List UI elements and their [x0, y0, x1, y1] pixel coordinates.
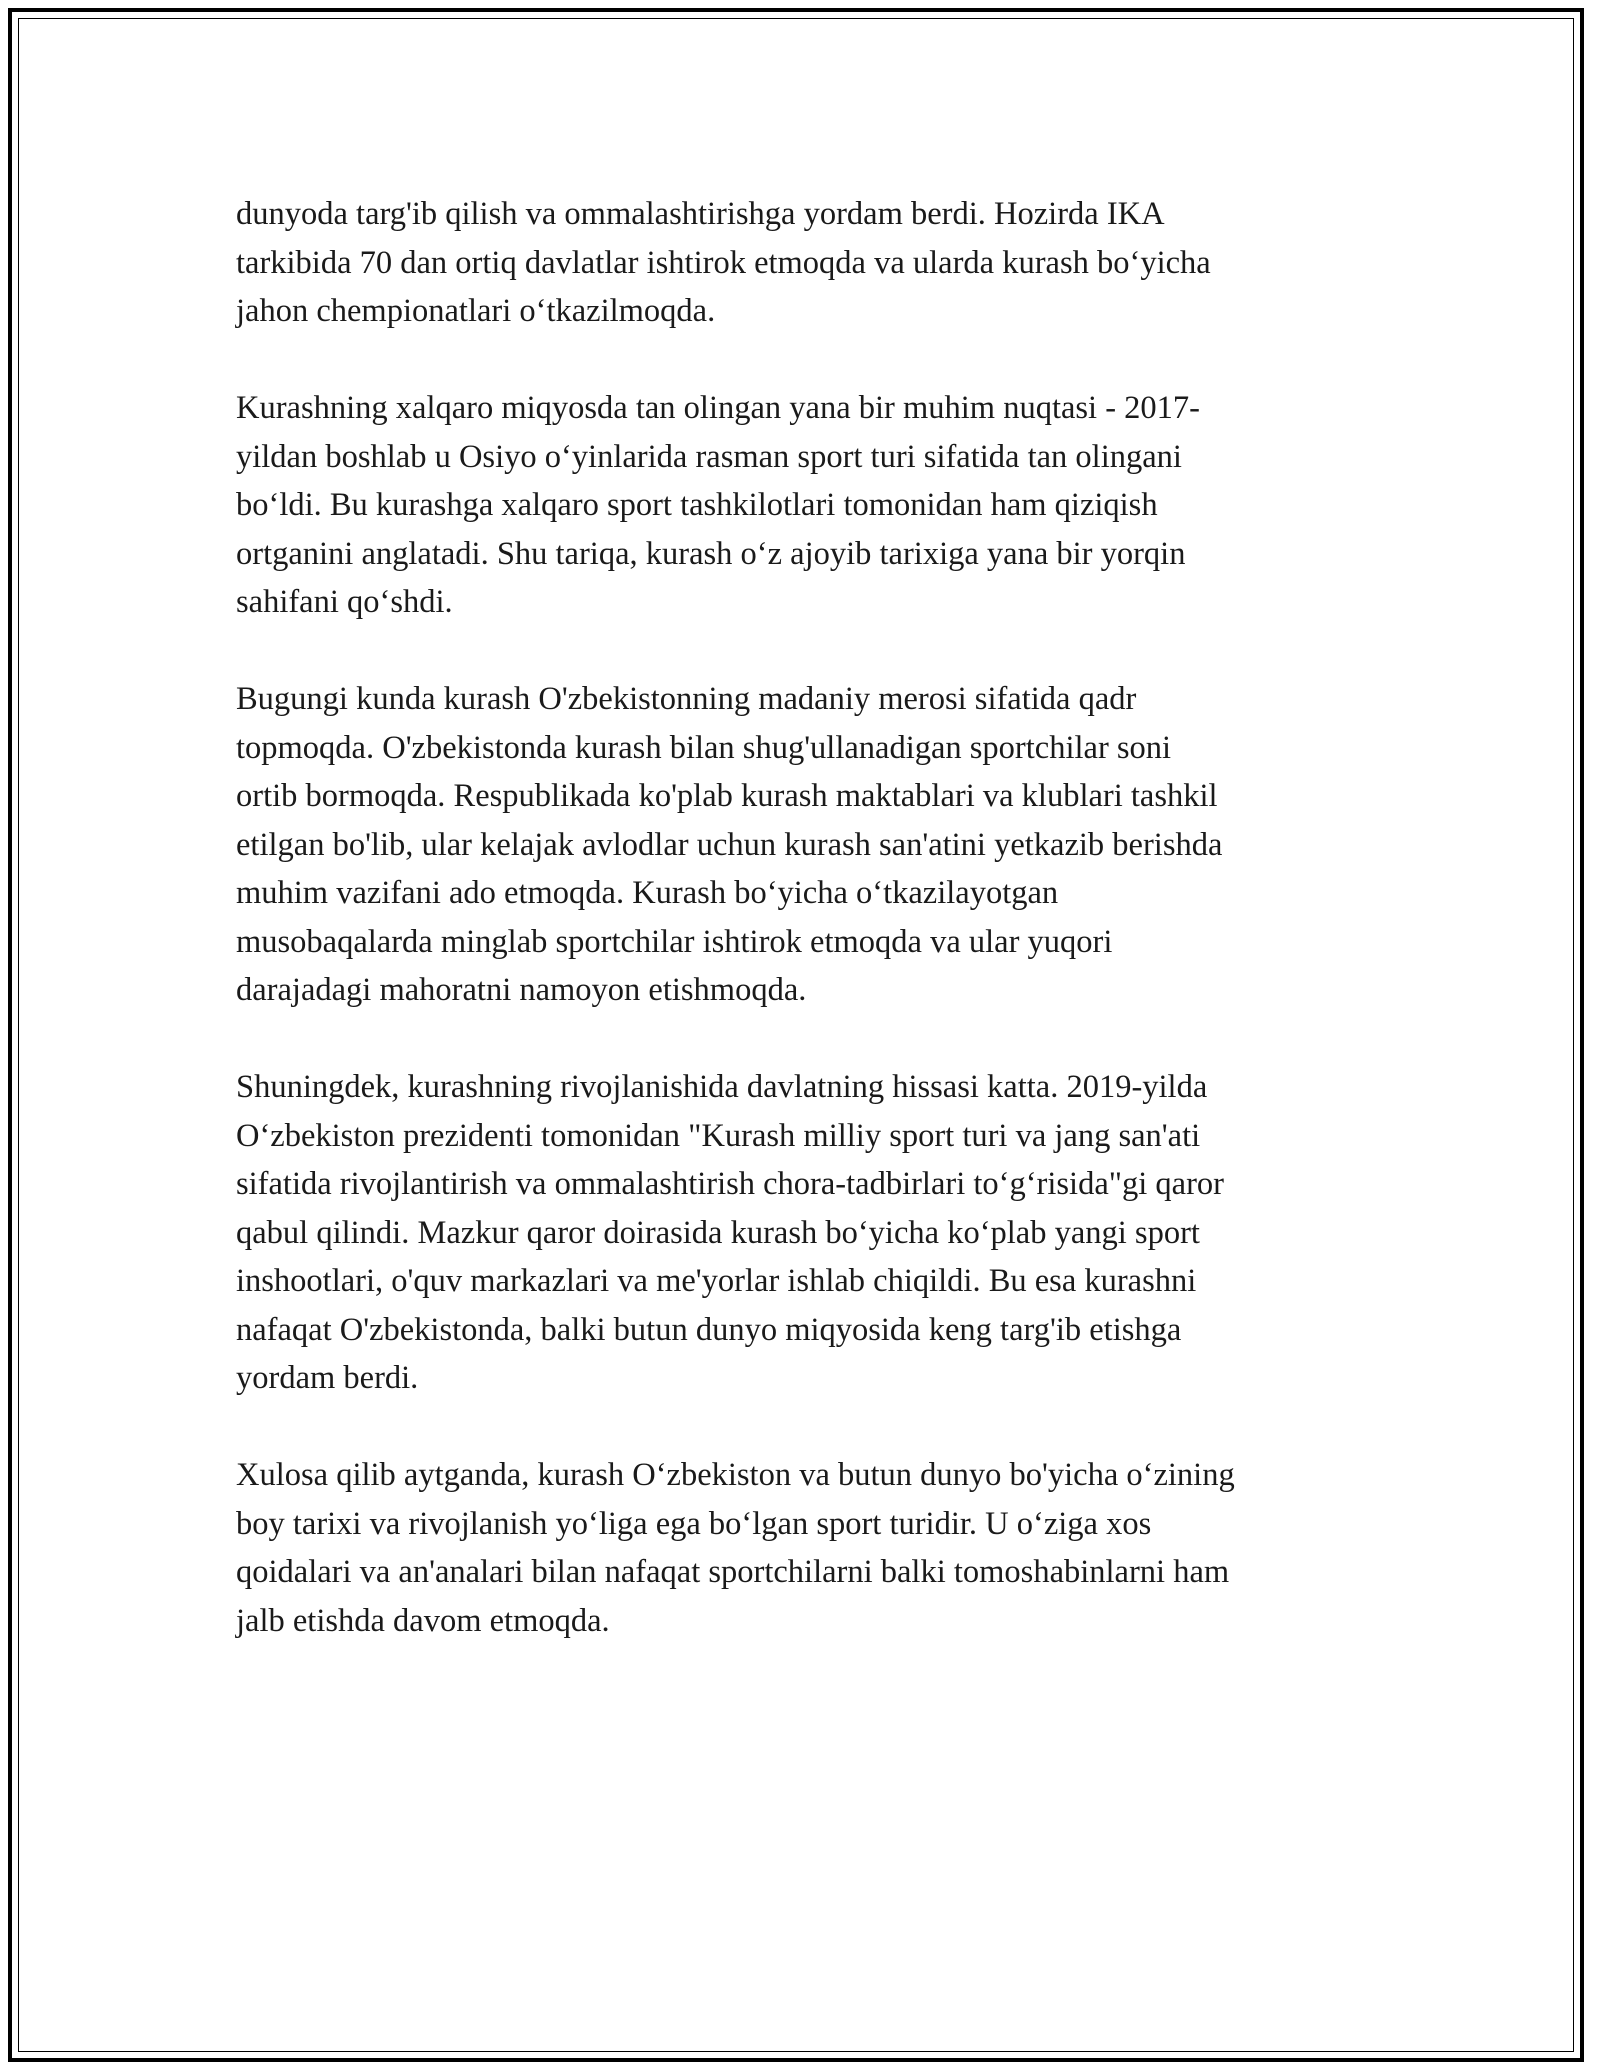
paragraph-line: Kurashning xalqaro miqyosda tan olingan yana bir muhim nuqtasi - 2017-	[236, 390, 1200, 426]
paragraph-5	[236, 1451, 1366, 1645]
paragraph-line: ortganini anglatadi. Shu tariqa, kurash o‘z ajoyib tarixiga yana bir yorqin	[236, 535, 1186, 572]
paragraph-line: yildan boshlab u Osiyo o‘yinlarida rasman sport turi sifatida tan olingani	[236, 438, 1182, 475]
paragraph-line: sifatida rivojlantirish va ommalashtirish chora-tadbirlari to‘g‘risida"gi qaror	[236, 1166, 1224, 1202]
paragraph-line: Bugungi kunda kurash O'zbekistonning madaniy merosi sifatida qadr	[236, 681, 1137, 717]
paragraph-4	[236, 1063, 1366, 1403]
paragraph-line: etilgan bo'lib, ular kelajak avlodlar uchun kurash san'atini yetkazib berishda	[236, 826, 1223, 863]
paragraph-line: Shuningdek, kurashning rivojlanishida davlatning hissasi katta. 2019-yilda	[236, 1069, 1208, 1105]
paragraph-line: ortib bormoqda. Respublikada ko'plab kurash maktablari va klublari tashkil	[236, 778, 1218, 814]
paragraph-line: musobaqalarda minglab sportchilar ishtirok etmoqda va ular yuqori	[236, 923, 1113, 960]
paragraph-line: darajadagi mahoratni namoyon etishmoqda.	[236, 972, 807, 1008]
paragraph-line: qabul qilindi. Mazkur qaror doirasida kurash bo‘yicha ko‘plab yangi sport	[236, 1214, 1200, 1251]
paragraph-line: inshootlari, o'quv markazlari va me'yorlar ishlab chiqildi. Bu esa kurashni	[236, 1263, 1197, 1299]
paragraph-line: topmoqda. O'zbekistonda kurash bilan shug'ullanadigan sportchilar soni	[236, 729, 1172, 766]
paragraph-line: dunyoda targ'ib qilish va ommalashtirishga yordam berdi. Hozirda IKA	[236, 196, 1165, 232]
paragraph-line: yordam berdi.	[236, 1360, 419, 1396]
paragraph-line: jahon chempionatlari o‘tkazilmoqda.	[236, 293, 716, 329]
paragraph-line: qoidalari va an'analari bilan nafaqat sportchilarni balki tomoshabinlarni ham	[236, 1554, 1230, 1590]
paragraph-line: tarkibida 70 dan ortiq davlatlar ishtirok etmoqda va ularda kurash bo‘yicha	[236, 244, 1211, 281]
paragraph-line: sahifani qo‘shdi.	[236, 584, 453, 620]
paragraph-line: boy tarixi va rivojlanish yo‘liga ega bo‘lgan sport turidir. U o‘ziga xos	[236, 1505, 1152, 1542]
paragraph-line: bo‘ldi. Bu kurashga xalqaro sport tashkilotlari tomonidan ham qiziqish	[236, 487, 1158, 523]
paragraph-3	[236, 675, 1366, 1015]
paragraph-line: O‘zbekiston prezidenti tomonidan "Kurash milliy sport turi va jang san'ati	[236, 1117, 1201, 1154]
document-body	[236, 190, 1366, 1645]
paragraph-line: muhim vazifani ado etmoqda. Kurash bo‘yicha o‘tkazilayotgan	[236, 875, 1059, 911]
paragraph-2	[236, 384, 1366, 627]
paragraph-line: nafaqat O'zbekistonda, balki butun dunyo miqyosida keng targ'ib etishga	[236, 1311, 1182, 1348]
paragraph-line: Xulosa qilib aytganda, kurash O‘zbekiston va butun dunyo bo'yicha o‘zining	[236, 1457, 1235, 1493]
paragraph-line: jalb etishda davom etmoqda.	[236, 1602, 610, 1639]
paragraph-1	[236, 190, 1366, 336]
